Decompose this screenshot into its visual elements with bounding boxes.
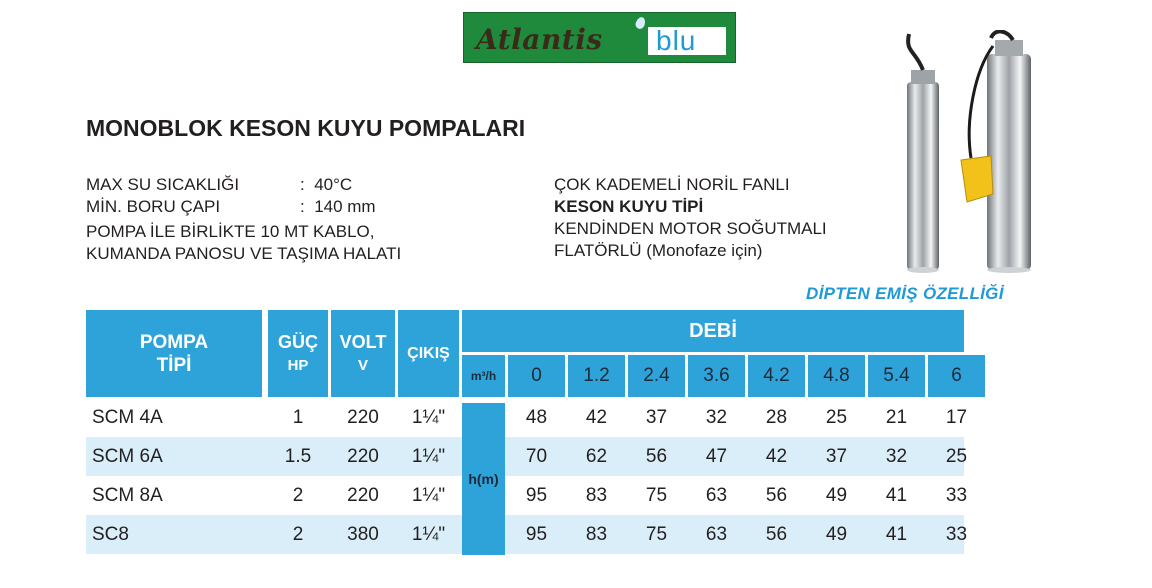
- head-value-cell: 21: [885, 406, 908, 428]
- includes-line-1: POMPA İLE BİRLİKTE 10 MT KABLO,: [86, 222, 375, 241]
- head-value-cell: 33: [945, 484, 968, 506]
- head-value-cell: 28: [765, 406, 788, 428]
- outlet-cell: 1¼": [411, 406, 446, 428]
- outlet-cell: 1¼": [411, 523, 446, 545]
- flow-value-cell: 5.4: [868, 355, 925, 397]
- head-value-cell: 37: [825, 445, 848, 467]
- power-cell: 1: [292, 406, 304, 428]
- head-value-cell: 25: [945, 445, 968, 467]
- volt-cell: 220: [347, 406, 379, 428]
- outlet-cell: 1¼": [411, 445, 446, 467]
- head-value-cell: 41: [885, 523, 908, 545]
- head-value-cell: 32: [885, 445, 908, 467]
- power-cell: 1.5: [284, 445, 312, 467]
- flow-value-cell: 6: [928, 355, 985, 397]
- head-value-cell: 75: [645, 484, 668, 506]
- model-cell: SCM 8A: [92, 484, 163, 506]
- header-volt: VOLT V: [331, 310, 395, 397]
- spec-value: 140 mm: [314, 197, 376, 216]
- head-value-cell: 47: [705, 445, 728, 467]
- volt-cell: 380: [347, 523, 379, 545]
- flow-value-cell: 2.4: [628, 355, 685, 397]
- table-row: [86, 437, 968, 476]
- head-value-cell: 37: [645, 406, 668, 428]
- spec-separator: :: [300, 197, 305, 216]
- head-value-cell: 41: [885, 484, 908, 506]
- volt-cell: 220: [347, 445, 379, 467]
- description-line-2: KESON KUYU TİPİ: [554, 197, 704, 216]
- flow-value-cell: 4.2: [748, 355, 805, 397]
- spec-value: 40°C: [314, 175, 353, 194]
- table-row: [86, 398, 968, 437]
- head-value-cell: 42: [765, 445, 788, 467]
- flow-value-cell: 4.8: [808, 355, 865, 397]
- header-pump-type: POMPA TİPİ: [86, 310, 262, 397]
- description-line-1: ÇOK KADEMELİ NORİL FANLI: [554, 175, 790, 194]
- head-value-cell: 25: [825, 406, 848, 428]
- flow-value-cell: 0: [508, 355, 565, 397]
- head-value-cell: 48: [525, 406, 548, 428]
- outlet-cell: 1¼": [411, 484, 446, 506]
- head-value-cell: 63: [705, 484, 728, 506]
- head-unit-label: h(m): [462, 403, 505, 555]
- head-value-cell: 75: [645, 523, 668, 545]
- product-description: [554, 174, 827, 262]
- head-value-cell: 49: [825, 523, 848, 545]
- page-title: MONOBLOK KESON KUYU POMPALARI: [86, 115, 526, 141]
- header-power: GÜÇ HP: [268, 310, 328, 397]
- head-value-cell: 83: [585, 484, 608, 506]
- volt-cell: 220: [347, 484, 379, 506]
- flow-unit-label: m³/h: [462, 355, 505, 397]
- table-row: [86, 476, 968, 515]
- logo-sub-text: blu: [656, 25, 697, 56]
- logo-sub-badge: [648, 27, 726, 55]
- head-value-cell: 56: [765, 523, 788, 545]
- includes-line-2: KUMANDA PANOSU VE TAŞIMA HALATI: [86, 244, 402, 263]
- model-cell: SCM 6A: [92, 445, 163, 467]
- logo-wordmark: Atlantis: [476, 23, 603, 56]
- head-value-cell: 49: [825, 484, 848, 506]
- table-row: [86, 515, 968, 554]
- head-value-cell: 17: [945, 406, 968, 428]
- pump-product-image: [895, 30, 1065, 280]
- head-value-cell: 83: [585, 523, 608, 545]
- spec-label: MİN. BORU ÇAPI: [86, 197, 221, 216]
- flow-value-cell: 3.6: [688, 355, 745, 397]
- pump-spec-table: [86, 310, 968, 556]
- description-line-3: KENDİNDEN MOTOR SOĞUTMALI: [554, 219, 827, 238]
- power-cell: 2: [292, 484, 304, 506]
- spec-separator: :: [300, 175, 305, 194]
- head-value-cell: 56: [645, 445, 668, 467]
- header-flow: DEBİ: [462, 310, 964, 352]
- water-drop-icon: [634, 16, 647, 30]
- head-value-cell: 62: [585, 445, 608, 467]
- brand-logo: [463, 12, 736, 63]
- feature-label: DİPTEN EMİŞ ÖZELLİĞİ: [806, 284, 1004, 303]
- spec-max-temp: [86, 174, 352, 196]
- description-line-4: FLATÖRLÜ (Monofaze için): [554, 241, 763, 260]
- model-cell: SC8: [92, 523, 129, 545]
- head-value-cell: 56: [765, 484, 788, 506]
- head-value-cell: 32: [705, 406, 728, 428]
- head-value-cell: 95: [525, 484, 548, 506]
- power-cell: 2: [292, 523, 304, 545]
- header-outlet: ÇIKIŞ: [398, 310, 459, 397]
- spec-min-pipe: [86, 196, 376, 218]
- head-value-cell: 63: [705, 523, 728, 545]
- model-cell: SCM 4A: [92, 406, 163, 428]
- head-value-cell: 70: [525, 445, 548, 467]
- head-value-cell: 95: [525, 523, 548, 545]
- head-value-cell: 33: [945, 523, 968, 545]
- head-value-cell: 42: [585, 406, 608, 428]
- spec-label: MAX SU SICAKLIĞI: [86, 175, 240, 194]
- flow-value-cell: 1.2: [568, 355, 625, 397]
